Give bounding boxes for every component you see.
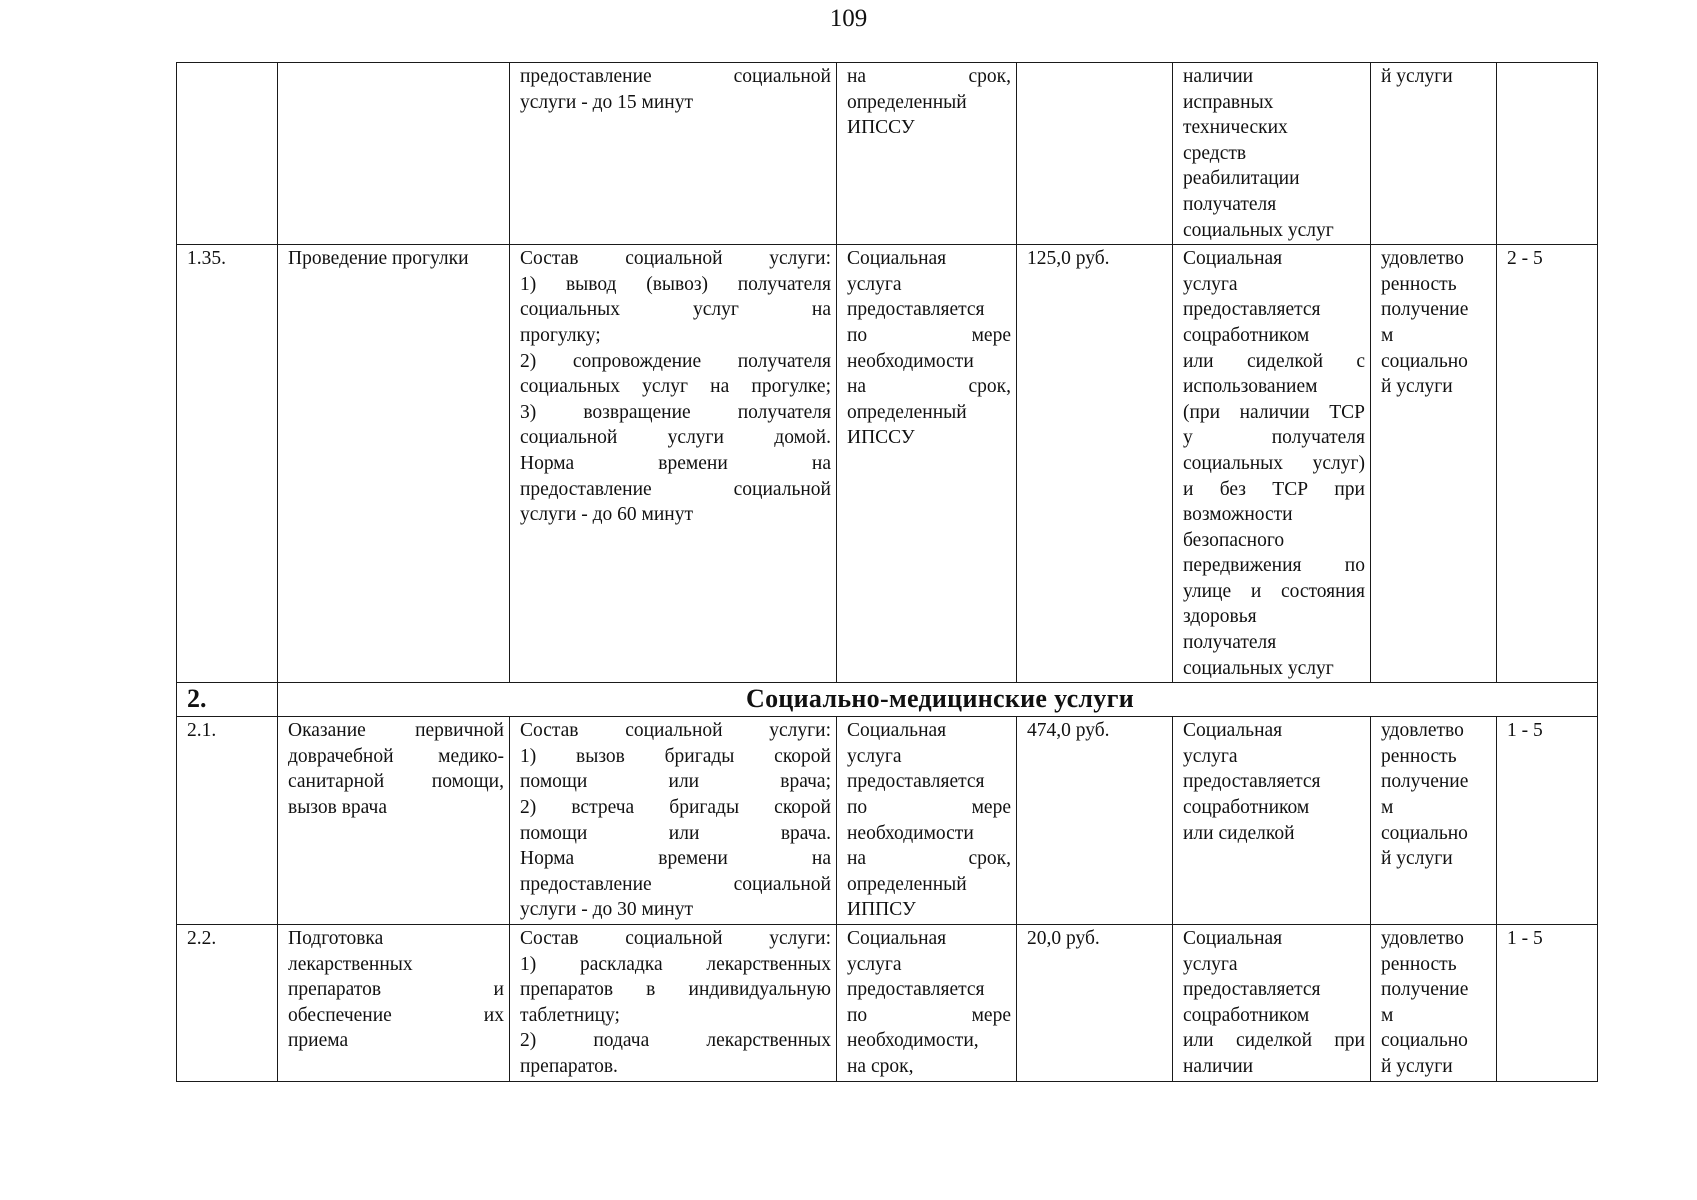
cell-text-line: или сиделкой <box>1183 822 1295 844</box>
cell-text-line: необходимости <box>847 350 974 372</box>
cell-text-line: получение <box>1381 979 1469 1001</box>
cell-text-line: социальных услуг <box>1183 219 1334 241</box>
cell-provision-terms <box>837 63 1017 245</box>
cell-text-line: предоставляется <box>847 771 985 793</box>
cell-text-line: ренность <box>1381 273 1457 295</box>
cell-text-line: ренность <box>1381 745 1457 767</box>
cell-quality-criteria <box>1371 717 1497 925</box>
cell-text-line: 2.2. <box>187 928 217 949</box>
cell-text-line: соцработником <box>1183 324 1310 346</box>
cell-text-line: ИППСУ <box>847 899 916 921</box>
cell-text-line: помощи или врача. <box>520 822 831 844</box>
cell-text-line: получателя <box>1183 632 1277 654</box>
cell-text-line: 2 - 5 <box>1507 248 1543 270</box>
cell-text-line: удовлетво <box>1381 720 1464 742</box>
cell-text-line: безопасного <box>1183 529 1285 551</box>
cell-text-line: исправных <box>1183 91 1274 113</box>
cell-text-line: обеспечение их <box>288 1004 504 1026</box>
cell-text-line: удовлетво <box>1381 928 1464 949</box>
cell-text-line: приема <box>288 1030 349 1052</box>
cell-text-line: Норма времени на <box>520 848 831 870</box>
cell-text-line: й услуги <box>1381 1055 1453 1077</box>
cell-text-line: здоровья <box>1183 606 1257 628</box>
cell-service-content <box>510 717 837 925</box>
cell-text-line: Социальная <box>1183 720 1283 742</box>
cell-text-line: на срок, <box>847 66 1011 87</box>
cell-service-content <box>510 63 837 245</box>
cell-price <box>1017 245 1173 683</box>
cell-text-line: доврачебной медико- <box>288 745 504 767</box>
cell-text-line: или сиделкой с <box>1183 350 1365 372</box>
cell-text-line: препаратов и <box>288 979 504 1001</box>
cell-text-line: м <box>1381 324 1394 346</box>
cell-text-line: помощи или врача; <box>520 771 831 793</box>
cell-number <box>177 925 278 1082</box>
cell-provision-terms <box>837 245 1017 683</box>
cell-text-line: Социальная <box>847 720 947 742</box>
cell-text-line: соцработником <box>1183 1004 1310 1026</box>
cell-text-line: й услуги <box>1381 376 1453 398</box>
cell-text-line: передвижения по <box>1183 555 1365 577</box>
cell-rating <box>1497 717 1598 925</box>
cell-text-line: препаратов в индивидуальную <box>520 979 831 1001</box>
section-number: 2. <box>177 683 278 717</box>
cell-text-line: предоставляется <box>1183 979 1321 1001</box>
cell-text-line: социально <box>1381 1030 1468 1052</box>
cell-text-line: 2) сопровождение получателя <box>520 350 831 372</box>
cell-text-line: ИПССУ <box>847 117 915 139</box>
cell-text-line: социальных услуг на <box>520 299 831 321</box>
cell-text-line: Подготовка <box>288 928 384 949</box>
cell-text-line: соцработником <box>1183 797 1310 819</box>
cell-text-line: предоставляется <box>1183 771 1321 793</box>
cell-text-line: на срок, <box>847 848 1011 870</box>
cell-text-line: улице и состояния <box>1183 580 1365 602</box>
cell-text-line: 474,0 руб. <box>1027 720 1110 742</box>
cell-conditions <box>1173 717 1371 925</box>
cell-rating <box>1497 63 1598 245</box>
cell-text-line: услуга <box>847 273 902 295</box>
cell-text-line: й услуги <box>1381 66 1453 87</box>
cell-text-line: услуга <box>847 953 902 975</box>
cell-quality-criteria <box>1371 245 1497 683</box>
cell-text-line: Социальная <box>1183 248 1283 270</box>
cell-text-line: 1) раскладка лекарственных <box>520 953 831 975</box>
cell-text-line: Социальная <box>1183 928 1283 949</box>
cell-conditions <box>1173 63 1371 245</box>
cell-text-line: услуги - до 30 минут <box>520 899 693 921</box>
cell-text-line: по мере <box>847 797 1011 819</box>
cell-quality-criteria <box>1371 63 1497 245</box>
cell-text-line: социальной услуги домой. <box>520 427 831 449</box>
cell-text-line: услуги - до 15 минут <box>520 91 693 113</box>
cell-conditions <box>1173 925 1371 1082</box>
cell-text-line: услуга <box>1183 745 1238 767</box>
cell-number <box>177 717 278 925</box>
cell-text-line: наличии <box>1183 66 1254 87</box>
cell-price <box>1017 63 1173 245</box>
cell-conditions <box>1173 245 1371 683</box>
cell-text-line: предоставление социальной <box>520 66 831 87</box>
cell-text-line: определенный <box>847 873 967 895</box>
cell-text-line: (при наличии ТСР <box>1183 401 1365 423</box>
cell-text-line: лекарственных <box>288 953 413 975</box>
cell-text-line: 1.35. <box>187 248 226 270</box>
cell-text-line: Состав социальной услуги: <box>520 928 831 949</box>
cell-text-line: ИПССУ <box>847 427 915 449</box>
cell-text-line: по мере <box>847 324 1011 346</box>
cell-service-name <box>278 925 510 1082</box>
cell-service-name <box>278 245 510 683</box>
cell-text-line: социально <box>1381 350 1468 372</box>
cell-text-line: или сиделкой при <box>1183 1030 1365 1052</box>
cell-text-line: использованием <box>1183 376 1318 398</box>
cell-text-line: получателя <box>1183 193 1277 215</box>
cell-quality-criteria <box>1371 925 1497 1082</box>
cell-text-line: на срок, <box>847 1055 914 1077</box>
services-table <box>176 62 1598 1082</box>
cell-rating <box>1497 925 1598 1082</box>
section-header-row <box>177 683 1598 717</box>
cell-text-line: Социальная <box>847 248 947 270</box>
cell-text-line: услуга <box>847 745 902 767</box>
cell-text-line: Состав социальной услуги: <box>520 720 831 742</box>
cell-service-content <box>510 925 837 1082</box>
cell-text-line: 1) вывод (вывоз) получателя <box>520 273 831 295</box>
cell-text-line: Проведение прогулки <box>288 248 469 270</box>
cell-text-line: 1) вызов бригады скорой <box>520 745 831 767</box>
cell-text-line: Состав социальной услуги: <box>520 248 831 270</box>
cell-text-line: й услуги <box>1381 848 1453 870</box>
cell-text-line: технических <box>1183 117 1288 139</box>
cell-text-line: социальных услуг на прогулке; <box>520 376 831 398</box>
cell-text-line: 2) подача лекарственных <box>520 1030 831 1052</box>
cell-text-line: 125,0 руб. <box>1027 248 1110 270</box>
cell-provision-terms <box>837 925 1017 1082</box>
cell-price <box>1017 717 1173 925</box>
cell-text-line: у получателя <box>1183 427 1365 449</box>
cell-text-line: социально <box>1381 822 1468 844</box>
cell-text-line: ренность <box>1381 953 1457 975</box>
cell-text-line: наличии <box>1183 1055 1254 1077</box>
cell-text-line: необходимости <box>847 822 974 844</box>
page-number: 109 <box>829 5 868 32</box>
cell-text-line: социальных услуг <box>1183 657 1334 679</box>
cell-text-line: препаратов. <box>520 1055 618 1077</box>
cell-text-line: м <box>1381 1004 1394 1026</box>
cell-text-line: предоставление социальной <box>520 478 831 500</box>
cell-rating <box>1497 245 1598 683</box>
table-row <box>177 717 1598 925</box>
cell-text-line: 3) возвращение получателя <box>520 401 831 423</box>
cell-text-line: услуги - до 60 минут <box>520 504 693 526</box>
cell-service-name <box>278 717 510 925</box>
cell-text-line: таблетницу; <box>520 1004 620 1026</box>
cell-text-line: Оказание первичной <box>288 720 504 742</box>
table-row <box>177 245 1598 683</box>
cell-text-line: вызов врача <box>288 797 388 819</box>
cell-text-line: по мере <box>847 1004 1011 1026</box>
cell-text-line: предоставление социальной <box>520 873 831 895</box>
cell-text-line: необходимости, <box>847 1030 979 1052</box>
cell-text-line: санитарной помощи, <box>288 771 504 793</box>
cell-text-line: средств <box>1183 142 1247 164</box>
cell-text-line: на срок, <box>847 376 1011 398</box>
cell-number <box>177 245 278 683</box>
cell-price <box>1017 925 1173 1082</box>
cell-text-line: м <box>1381 797 1394 819</box>
cell-number <box>177 63 278 245</box>
cell-text-line: и без ТСР при <box>1183 478 1365 500</box>
cell-text-line: Норма времени на <box>520 452 831 474</box>
cell-text-line: 20,0 руб. <box>1027 928 1100 949</box>
cell-text-line: прогулку; <box>520 324 601 346</box>
cell-text-line: предоставляется <box>847 979 985 1001</box>
cell-service-content <box>510 245 837 683</box>
cell-provision-terms <box>837 717 1017 925</box>
cell-text-line: 2) встреча бригады скорой <box>520 797 831 819</box>
cell-text-line: удовлетво <box>1381 248 1464 270</box>
cell-text-line: Социальная <box>847 928 947 949</box>
cell-text-line: реабилитации <box>1183 168 1300 190</box>
cell-text-line: определенный <box>847 401 967 423</box>
cell-service-name <box>278 63 510 245</box>
cell-text-line: услуга <box>1183 273 1238 295</box>
section-title: Социально-медицинские услуги <box>278 683 1598 717</box>
cell-text-line: получение <box>1381 771 1469 793</box>
cell-text-line: социальных услуг) <box>1183 452 1365 474</box>
cell-text-line: 1 - 5 <box>1507 928 1543 949</box>
cell-text-line: возможности <box>1183 504 1293 526</box>
cell-text-line: определенный <box>847 91 967 113</box>
table-row <box>177 63 1598 245</box>
cell-text-line: получение <box>1381 299 1469 321</box>
table-row <box>177 925 1598 1082</box>
cell-text-line: предоставляется <box>1183 299 1321 321</box>
cell-text-line: 2.1. <box>187 720 217 742</box>
cell-text-line: предоставляется <box>847 299 985 321</box>
cell-text-line: услуга <box>1183 953 1238 975</box>
cell-text-line: 1 - 5 <box>1507 720 1543 742</box>
